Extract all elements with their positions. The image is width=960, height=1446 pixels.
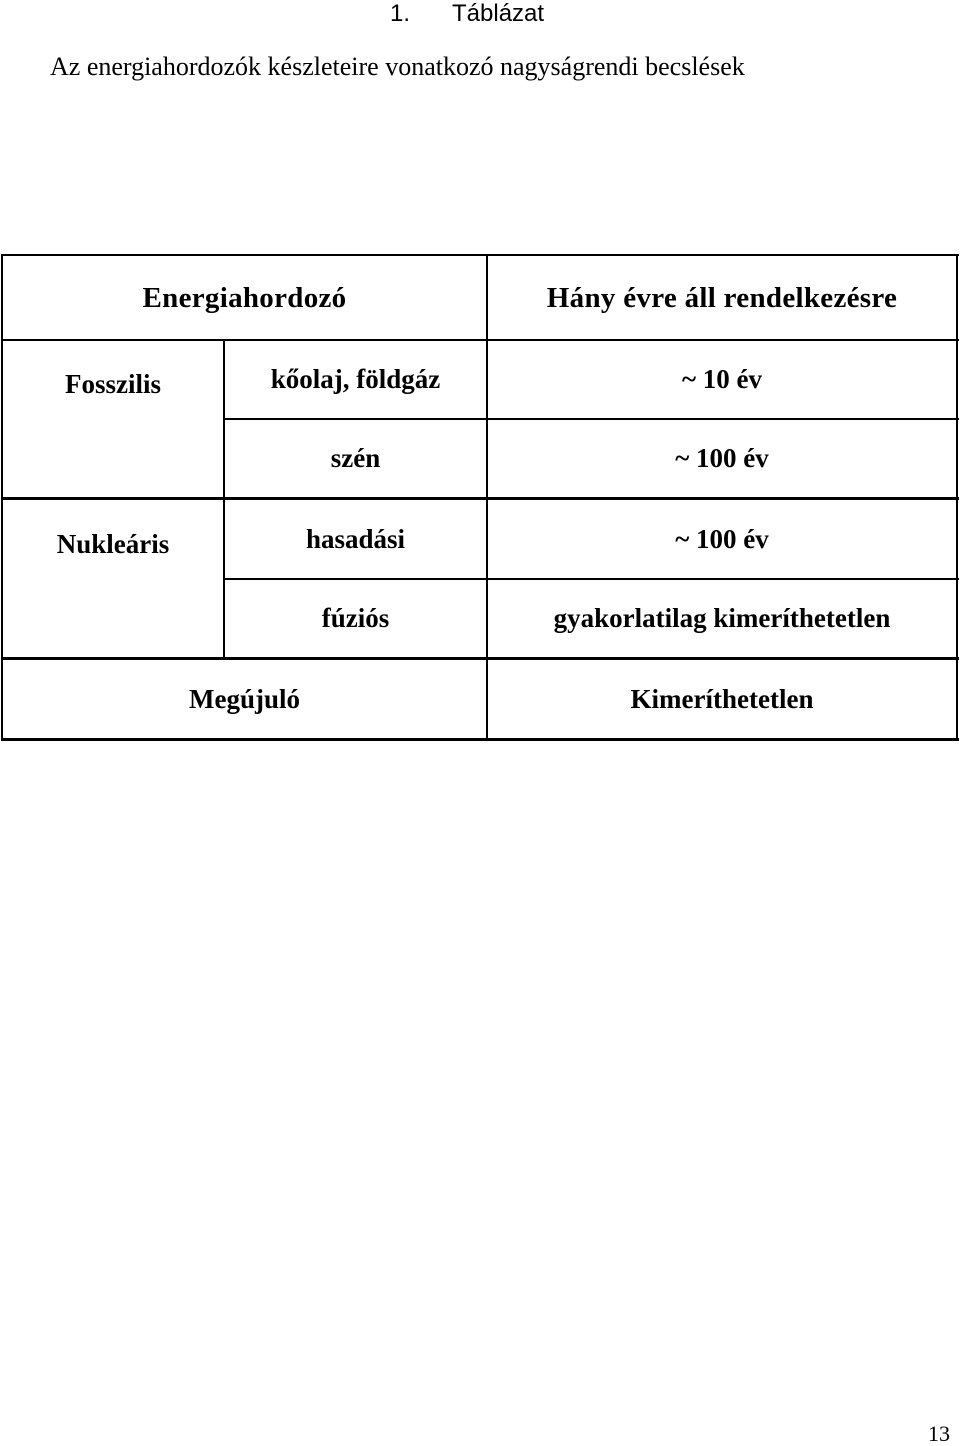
- table-border-bottom: [1, 738, 959, 741]
- years-fusion: gyakorlatilag kimeríthetetlen: [553, 603, 891, 633]
- header-years-available: Hány évre áll rendelkezésre: [546, 281, 898, 314]
- years-coal: ~ 100 év: [675, 443, 769, 473]
- type-oil-gas: kőolaj, földgáz: [270, 364, 441, 394]
- header-energy-carrier: Energiahordozó: [142, 281, 347, 314]
- table-border-right: [956, 254, 958, 741]
- years-renewable: Kimeríthetetlen: [630, 683, 814, 714]
- type-coal: szén: [330, 443, 381, 473]
- type-fission: hasadási: [305, 523, 406, 554]
- table-number: 1.: [390, 0, 411, 27]
- page-number: 13: [928, 1421, 950, 1446]
- years-fission: ~ 100 év: [675, 523, 769, 554]
- category-renewable: Megújuló: [189, 683, 300, 714]
- years-oil-gas: ~ 10 év: [681, 364, 763, 394]
- category-nuclear: Nukleáris: [56, 529, 170, 559]
- table-title: Táblázat: [452, 0, 545, 27]
- type-fusion: fúziós: [321, 603, 390, 633]
- category-fossil: Fosszilis: [64, 368, 161, 399]
- table-subtitle: Az energiahordozók készleteire vonatkozó nagyságrendi becslések: [50, 52, 745, 81]
